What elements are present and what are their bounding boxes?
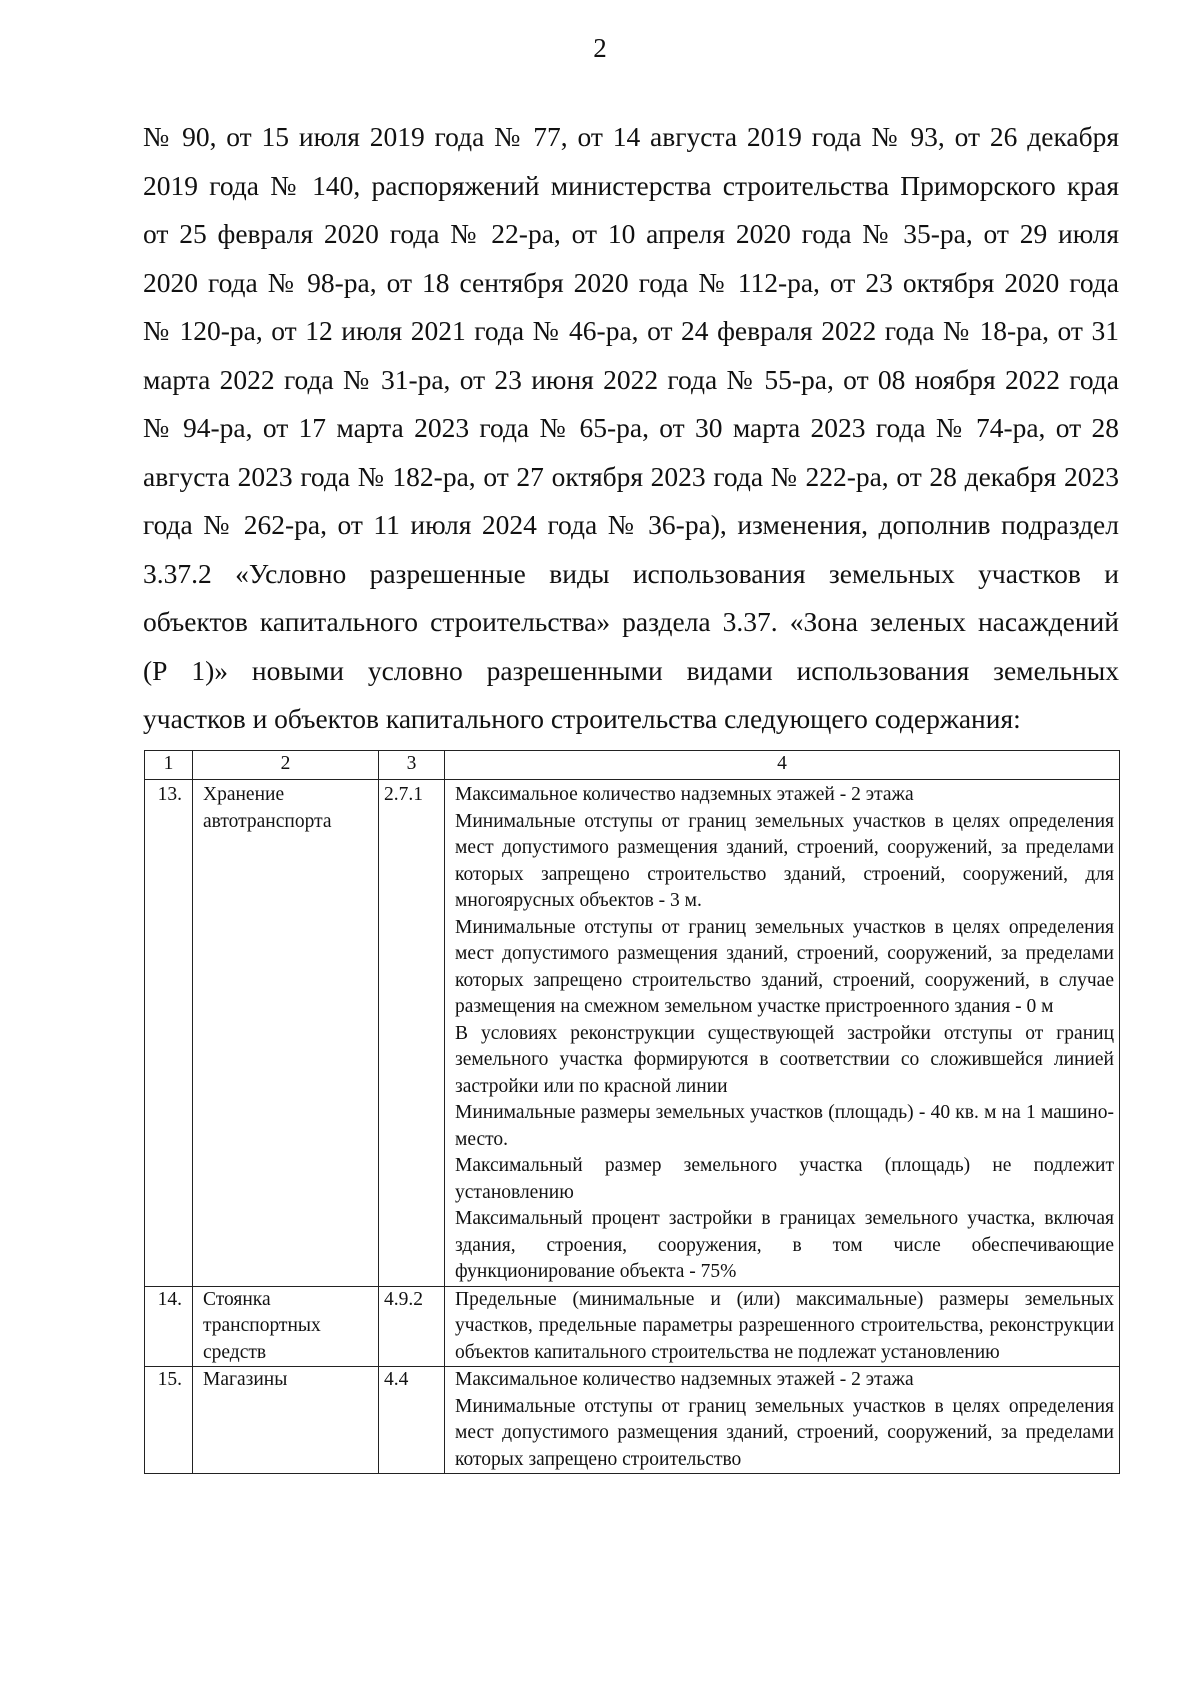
body-line: № 90, от 15 июля 2019 года № 77, от 14 августа 2019 года № 93, от 26 декабря <box>143 121 1119 152</box>
parameter-text: Максимальный размер земельного участка (площадь) не подлежит установлению <box>455 1155 1114 1203</box>
use-type-name: Стоянка транспортных средств <box>193 1286 379 1367</box>
body-line: 3.37.2 «Условно разрешенные виды использования земельных участков и <box>143 557 1119 589</box>
parameter-text: Максимальное количество надземных этажей - 2 этажа <box>455 1369 914 1390</box>
page-number: 2 <box>593 33 607 63</box>
table-header-cell: 3 <box>379 751 445 780</box>
parameter-text: В условиях реконструкции существующей застройки отступы от границ земельного участка формируются в соответствии со сложившейся линией застройки или по красной линии <box>455 1022 1114 1097</box>
body-line: № 120-ра, от 12 июля 2021 года № 46-ра, от 24 февраля 2022 года № 18-ра, от 31 <box>143 315 1119 346</box>
parameter-text: Минимальные отступы от границ земельных участков в целях определения мест допустимого размещения зданий, строений, сооружений, за пределами которых запрещено строительство зданий, строений, сооружений, для многоярусных объектов - 3 м. <box>455 810 1114 911</box>
body-line: 2020 года № 98-ра, от 18 сентября 2020 года № 112-ра, от 23 октября 2020 года <box>143 266 1119 298</box>
use-type-code: 4.9.2 <box>379 1286 445 1367</box>
table-header-cell: 1 <box>145 751 193 780</box>
body-line: марта 2022 года № 31-ра, от 23 июня 2022 года № 55-ра, от 08 ноября 2022 года <box>143 363 1119 395</box>
table-header-cell: 4 <box>445 751 1120 780</box>
table-row <box>145 1367 1120 1474</box>
row-number: 14. <box>145 1286 193 1367</box>
parameter-text: Максимальный процент застройки в границах земельного участка, включая здания, строения, сооружения, в том числе обеспечивающие функционирование объекта - 75% <box>455 1208 1114 1282</box>
body-line: № 94-ра, от 17 марта 2023 года № 65-ра, от 30 марта 2023 года № 74-ра, от 28 <box>143 412 1119 443</box>
use-type-name: Магазины <box>193 1367 379 1474</box>
use-type-code: 2.7.1 <box>379 780 445 1287</box>
use-type-code: 4.4 <box>379 1367 445 1474</box>
parameters-cell <box>445 1286 1120 1367</box>
body-line: участков и объектов капитального строительства следующего содержания: <box>143 703 1021 734</box>
table-header-row <box>145 751 1120 780</box>
body-line: (Р 1)» новыми условно разрешенными видами использования земельных <box>143 654 1119 686</box>
land-use-table <box>144 750 1120 1474</box>
table-row <box>145 780 1120 1287</box>
parameter-text: Минимальные отступы от границ земельных участков в целях определения мест допустимого размещения зданий, строений, сооружений, за пределами которых запрещено строительство <box>455 1395 1114 1470</box>
body-paragraph <box>143 113 1119 744</box>
row-number: 15. <box>145 1367 193 1474</box>
table-row <box>145 1286 1120 1367</box>
parameter-text: Максимальное количество надземных этажей - 2 этажа <box>455 784 914 805</box>
parameter-text: Минимальные отступы от границ земельных участков в целях определения мест допустимого размещения зданий, строений, сооружений, за пределами которых запрещено строительство зданий, строений, сооружений, в случае размещения на смежном земельном участке пристроенного здания - 0 м <box>455 916 1114 1017</box>
parameter-text: Предельные (минимальные и (или) максимальные) размеры земельных участков, предельные параметры разрешенного строительства, реконструкции объектов капитального строительства не подлежат установлению <box>455 1288 1114 1363</box>
row-number: 13. <box>145 780 193 1287</box>
body-line: от 25 февраля 2020 года № 22-ра, от 10 апреля 2020 года № 35-ра, от 29 июля <box>143 218 1119 249</box>
body-line: августа 2023 года № 182-ра, от 27 октября 2023 года № 222-ра, от 28 декабря 2023 <box>143 460 1119 492</box>
parameter-text: Минимальные размеры земельных участков (площадь) - 40 кв. м на 1 машино-место. <box>455 1102 1114 1150</box>
parameters-cell <box>445 780 1120 1287</box>
body-line: 2019 года № 140, распоряжений министерства строительства Приморского края <box>143 169 1119 201</box>
use-type-name: Хранение автотранспорта <box>193 780 379 1287</box>
body-line: года № 262-ра, от 11 июля 2024 года № 36-ра), изменения, дополнив подраздел <box>143 509 1119 540</box>
body-line: объектов капитального строительства» раздела 3.37. «Зона зеленых насаждений <box>143 606 1119 637</box>
table-header-cell: 2 <box>193 751 379 780</box>
parameters-cell <box>445 1367 1120 1474</box>
